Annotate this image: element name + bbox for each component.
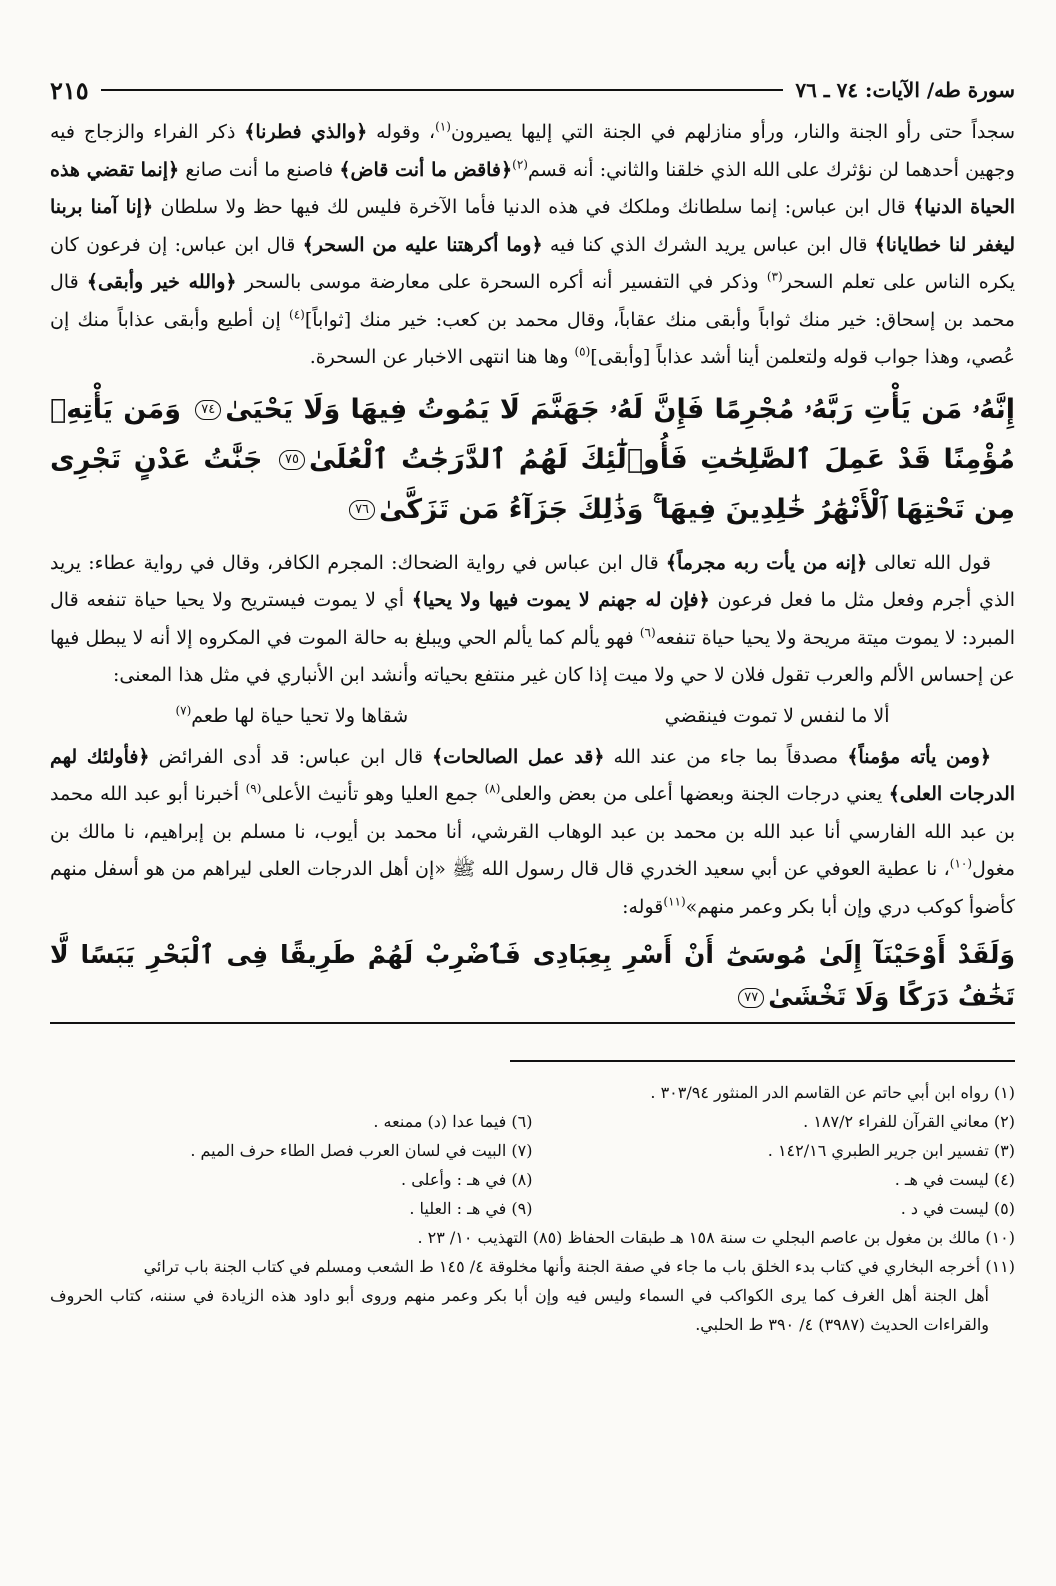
footnote-ref-3: (٣) xyxy=(766,269,783,284)
quran-quote: ﴿قد عمل الصالحات﴾ xyxy=(432,745,605,768)
footnote-3: (٣) تفسير ابن جرير الطبري ١٤٢/١٦ . xyxy=(767,1141,1015,1160)
footnote-ref-10: (١٠) xyxy=(949,856,973,871)
header-rule xyxy=(101,89,784,91)
quran-quote: ﴿فاقض ما أنت قاض﴾ xyxy=(339,158,513,181)
footnote-10: (١٠) مالك بن مغول بن عاصم البجلي ت سنة ١٥٨ هـ طبقات الحفاظ (٨٥) التهذيب ١٠/ ٢٣ . xyxy=(417,1228,1015,1247)
text-span: يعني درجات الجنة وبعضها أعلى من بعض والعلى xyxy=(500,783,889,805)
footnote-4: (٤) ليست في هـ . xyxy=(894,1170,1015,1189)
quran-quote: ﴿والله خير وأبقى﴾ xyxy=(86,271,237,293)
verse-77: وَلَقَدْ أَوْحَيْنَآ إِلَىٰ مُوسَىٰٓ أَنْ أَسْرِ بِعِبَادِى فَٱضْرِبْ لَهُمْ طَرِيقًا فِى ٱلْبَحْرِ يَبَسًا لَّا تَخَٰفُ دَرَكًا وَلَا تَخْشَىٰ xyxy=(50,940,1015,1011)
verse-number-74: ٧٤ xyxy=(195,400,221,420)
quran-quote: ﴿ومن يأته مؤمناً﴾ xyxy=(847,745,991,768)
page-number: ٢١٥ xyxy=(50,75,89,105)
footnote-ref-1: (١) xyxy=(435,119,451,134)
text-span: قال ابن عباس يريد الشرك الذي كنا فيه xyxy=(542,233,875,256)
text-span: فهو يألم كما يألم الحي ويبلغ به حالة الموت في المكروه إلا أنه لا يبطل فيها عن إحساس الألم والعرب تقول فلان لا حي ولا ميت إذا كان غير منتفع بحياته وأنشد ابن الأنباري في مثل هذا المعنى: xyxy=(50,626,1015,686)
text-span: قال محمد بن إسحاق: خير منك ثواباً وأبقى منك عقاباً، وقال محمد بن كعب: خير منك [ثواباً] xyxy=(50,271,1015,331)
text-span: قوله: xyxy=(622,895,664,918)
footnote-ref-4: (٤) xyxy=(289,307,305,322)
footnote-separator xyxy=(510,1060,1015,1062)
footnote-5: (٥) ليست في د . xyxy=(900,1199,1015,1218)
footnote-9: (٩) في هـ : العليا . xyxy=(409,1199,533,1218)
footnote-6: (٦) فيما عدا (د) ممنعه . xyxy=(373,1112,533,1131)
quran-quote: ﴿فإن له جهنم لا يموت فيها ولا يحيا﴾ xyxy=(411,589,710,611)
quran-quote: ﴿فأولئك لهم الدرجات العلى﴾ xyxy=(50,745,1016,805)
text-span: وها هنا انتهى الاخبار عن السحرة. xyxy=(309,346,575,368)
text-span: فاصنع ما أنت صانع xyxy=(179,158,340,181)
footnote-8: (٨) في هـ : وأعلى . xyxy=(401,1170,533,1189)
text-span: ذكر الفراء والزجاج فيه وجهين أحدهما لن نؤثرك على الله الذي خلقنا والثاني: أنه قسم xyxy=(50,121,1015,181)
footnote-row xyxy=(50,1107,1015,1136)
footnote-row xyxy=(50,1194,1015,1223)
footnote-ref-6: (٦) xyxy=(639,625,656,640)
footnotes xyxy=(50,1078,1015,1339)
footnote-1: (١) رواه ابن أبي حاتم عن القاسم الدر المنثور ٣٠٣/٩٤ . xyxy=(650,1083,1015,1102)
text-span: قول الله تعالى xyxy=(867,551,992,574)
footnote-11-continued: أهل الجنة أهل الغرف كما يرى الكواكب في السماء وليس فيه وإن أبا بكر وعمر منهم وروى أبو داود هذه الزيادة في سننه، كتاب الحروف والقراءات الحديث (٣٩٨٧) ٤/ ٣٩٠ ط الحلبي. xyxy=(50,1286,989,1334)
text-span: جمع العليا وهو تأنيث الأعلى xyxy=(261,783,485,805)
poem-first-hemistich: ألا ما لنفس لا تموت فينقضي xyxy=(664,704,890,727)
footnote-ref-8: (٨) xyxy=(484,781,501,796)
text-span: إن أطيع وأبقى عذاباً منك إن عُصي، وهذا جواب قوله ولتعلمن أينا أشد عذاباً [وأبقى] xyxy=(50,308,1015,368)
poem-second-hemistich: شقاها ولا تحيا حياة لها طعم xyxy=(191,704,409,727)
footnote-ref-11: (١١) xyxy=(663,894,686,909)
book-page xyxy=(50,70,1015,1339)
footnote-row xyxy=(50,1136,1015,1165)
footnote-row xyxy=(50,1165,1015,1194)
sura-verses-title: سورة طه/ الآيات: ٧٤ ـ ٧٦ xyxy=(795,78,1015,102)
text-span: سجداً حتى رأو الجنة والنار، ورأو منازلهم في الجنة التي إليها يصيرون xyxy=(450,121,1015,143)
text-span: قال ابن عباس: قد أدى الفرائض xyxy=(149,745,433,768)
footnote-7: (٧) البيت في لسان العرب فصل الطاء حرف الميم . xyxy=(190,1141,533,1160)
text-span: قال ابن عباس في رواية الضحاك: المجرم الكافر، وقال في رواية عطاء: يريد الذي أجرم وفعل مثل ما فعل فرعون xyxy=(50,551,1015,611)
text-span: ، نا عطية العوفي عن أبي سعيد الخدري قال قال رسول الله ﷺ «إن أهل الدرجات العلى ليراهم من هو أسفل منهم كأضوأ كوكب دري وإن أبا بكر وعمر منهم» xyxy=(50,858,1015,918)
verse-number-76: ٧٦ xyxy=(349,500,375,520)
text-span: وذكر في التفسير أنه أكره السحرة على معارضة موسى بالسحر xyxy=(236,271,767,293)
text-span: مصدقاً بما جاء من عند الله xyxy=(604,745,848,768)
quran-quote: ﴿إنه من يأت ربه مجرماً﴾ xyxy=(665,551,868,574)
footnote-11: (١١) أخرجه البخاري في كتاب بدء الخلق باب ما جاء في صفة الجنة وأنها مخلوقة ٤/ ١٤٥ ط الشعب ومسلم في كتاب الجنة باب ترائي xyxy=(143,1257,1015,1276)
tafsir-paragraph xyxy=(50,545,1015,695)
text-span: ، وقوله xyxy=(367,121,436,143)
page-header xyxy=(50,70,1015,110)
quran-quote: ﴿إنا آمنا بربنا ليغفر لنا خطايانا﴾ xyxy=(50,196,1016,256)
text-span: قال ابن عباس: إن فرعون كان يكره الناس على تعلم السحر xyxy=(50,233,1015,293)
quran-quote: ﴿والذي فطرنا﴾ xyxy=(244,121,368,143)
text-span: أخبرنا أبو عبد الله محمد بن عبد الله الفارسي أنا عبد الله بن محمد بن عبد الوهاب القرشي، أنا محمد بن أيوب، نا مسلم بن إبراهيم، نا مالك بن مغول xyxy=(50,783,1015,880)
quran-verses-74-76 xyxy=(50,385,1015,535)
verse-number-75: ٧٥ xyxy=(279,450,305,470)
footnote-ref-7: (٧) xyxy=(175,703,192,718)
text-span: قال ابن عباس: إنما سلطانك وملكك في هذه الدنيا فأما الآخرة فليس لك فيها حظ ولا سلطان xyxy=(153,196,914,218)
intro-paragraph xyxy=(50,114,1015,377)
footnote-ref-5: (٥) xyxy=(574,344,591,359)
quran-quote: ﴿إنما تقضي هذه الحياة الدنيا﴾ xyxy=(50,158,1015,218)
poem-verse xyxy=(175,699,889,733)
verse-number-77: ٧٧ xyxy=(738,988,764,1008)
quran-verse-77 xyxy=(50,934,1015,1024)
closing-paragraph xyxy=(50,739,1015,927)
footnote-ref-2: (٢) xyxy=(512,157,528,172)
verse-75: وَمَن يَأْتِهِۦ مُؤْمِنًا قَدْ عَمِلَ ٱلصَّٰلِحَٰتِ فَأُو۟لَٰٓئِكَ لَهُمُ ٱلدَّرَجَٰتُ ٱلْعُلَىٰ xyxy=(50,393,1015,475)
verse-76: جَنَّٰتُ عَدْنٍ تَجْرِى مِن تَحْتِهَا ٱلْأَنْهَٰرُ خَٰلِدِينَ فِيهَا ۚ وَذَٰلِكَ جَزَآءُ مَن تَزَكَّىٰ xyxy=(50,443,1015,525)
text-span: أي لا يموت فيستريح ولا يحيا حياة تنفعه قال المبرد: لا يموت ميتة مريحة ولا يحيا حياة تنفعه xyxy=(50,589,1015,649)
quran-quote: ﴿وما أكرهتنا عليه من السحر﴾ xyxy=(302,233,543,256)
footnote-ref-9: (٩) xyxy=(245,781,262,796)
verse-74: إِنَّهُۥ مَن يَأْتِ رَبَّهُۥ مُجْرِمًا فَإِنَّ لَهُۥ جَهَنَّمَ لَا يَمُوتُ فِيهَا وَلَا يَحْيَىٰ xyxy=(225,393,1015,425)
footnote-2: (٢) معاني القرآن للفراء ١٨٧/٢ . xyxy=(803,1112,1015,1131)
